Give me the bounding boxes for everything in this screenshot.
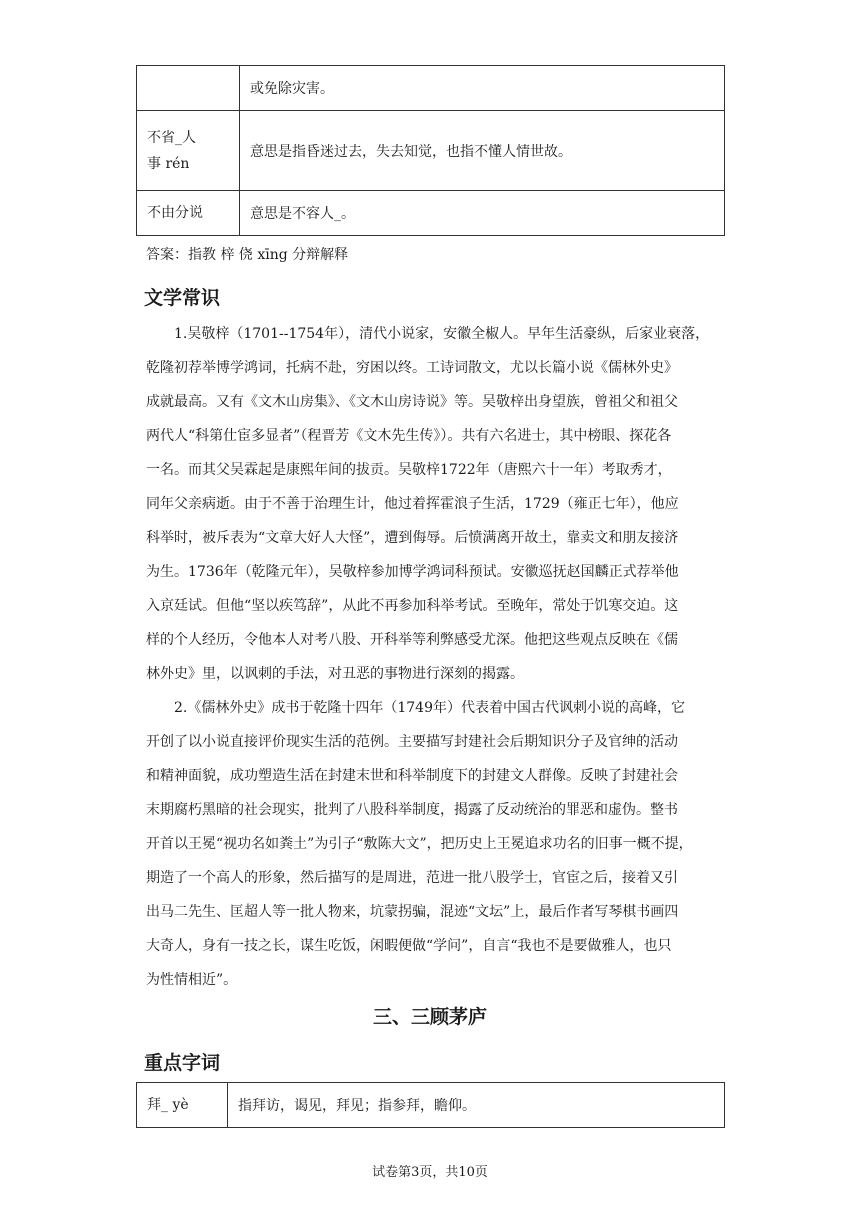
vocab-table-1 bbox=[136, 65, 725, 236]
term-cell bbox=[137, 111, 240, 191]
text-line: 入京廷试。但他“坚以疾笃辞”，从此不再参加科举考试。至晚年，常处于饥寒交迫。这 bbox=[146, 598, 679, 614]
vocab-table-2 bbox=[136, 1082, 725, 1128]
text-line: 科举时，被斥表为“文章大好人大怪”，遭到侮辱。后愤满离开故土，靠卖文和朋友接济 bbox=[146, 530, 679, 546]
text-line: 开首以王冕“视功名如粪土”为引子“敷陈大文”，把历史上王冕追求功名的旧事一概不提， bbox=[146, 836, 693, 852]
term-cell bbox=[137, 66, 240, 111]
table-row bbox=[137, 66, 725, 111]
page-footer: 试卷第3页，共10页 bbox=[372, 1165, 488, 1180]
definition-cell: 意思是不容人_。 bbox=[240, 191, 725, 236]
definition-cell: 或免除灾害。 bbox=[240, 66, 725, 111]
text-line: 开创了以小说直接评价现实生活的范例。主要描写封建社会后期知识分子及官绅的活动 bbox=[146, 734, 678, 750]
text-line: 样的个人经历，令他本人对考八股、开科举等利弊感受尤深。他把这些观点反映在《儒 bbox=[146, 632, 678, 648]
section-title: 三、三顾茅庐 bbox=[372, 1006, 487, 1028]
text-line: 为生。1736年（乾隆元年），吴敬梓参加博学鸿词科预试。安徽巡抚赵国麟正式荐举他 bbox=[146, 564, 679, 580]
term-line: 不省_人 bbox=[147, 129, 196, 146]
key-words-heading: 重点字词 bbox=[144, 1052, 221, 1074]
table-row bbox=[137, 191, 725, 236]
text-line: 林外史》里，以讽刺的手法，对丑恶的事物进行深刻的揭露。 bbox=[146, 666, 524, 682]
term-line: 事 rén bbox=[147, 155, 190, 172]
table-row bbox=[137, 1083, 725, 1128]
text-line: 和精神面貌，成功塑造生活在封建末世和科举制度下的封建文人群像。反映了封建社会 bbox=[146, 768, 678, 784]
text-line: 两代人“科第仕宦多显者”（程晋芳《文木先生传》）。共有六名进士，其中榜眼、探花各 bbox=[146, 428, 672, 444]
text-line: 期造了一个高人的形象，然后描写的是周进，范进一批八股学士，官宦之后，接着又引 bbox=[146, 870, 678, 886]
answer-line: 答案：指教 梓 侥 xīng 分辩解释 bbox=[146, 247, 349, 263]
text-line: 出马二先生、匡超人等一批人物来，坑蒙拐骗，混迹“文坛”上，最后作者写琴棋书画四 bbox=[146, 904, 679, 920]
text-line: 为性情相近”。 bbox=[146, 972, 238, 988]
definition-cell: 指拜访，谒见，拜见；指参拜，瞻仰。 bbox=[228, 1083, 725, 1128]
text-line: 同年父亲病逝。由于不善于治理生计，他过着挥霍浪子生活，1729（雍正七年），他应 bbox=[146, 496, 679, 512]
text-line: 乾隆初荐举博学鸿词，托病不赴，穷困以终。工诗词散文，尤以长篇小说《儒林外史》 bbox=[146, 360, 678, 376]
text-line: 一名。而其父吴霖起是康熙年间的拔贡。吴敬梓1722年（唐熙六十一年）考取秀才， bbox=[146, 462, 672, 478]
term-cell: 不由分说 bbox=[137, 191, 240, 236]
definition-cell: 意思是指昏迷过去，失去知觉，也指不懂人情世故。 bbox=[240, 111, 725, 191]
table-row bbox=[137, 111, 725, 191]
term-cell: 拜_ yè bbox=[137, 1083, 228, 1128]
literature-heading: 文学常识 bbox=[144, 287, 221, 309]
text-line: 2.《儒林外史》成书于乾隆十四年（1749年）代表着中国古代讽刺小说的高峰，它 bbox=[174, 700, 685, 716]
text-line: 1.吴敬梓（1701--1754年），清代小说家，安徽全椒人。早年生活豪纵，后家业衰落， bbox=[174, 326, 710, 342]
text-line: 大奇人，身有一技之长，谋生吃饭，闲暇便做“学问”，自言“我也不是要做雅人，也只 bbox=[146, 938, 672, 954]
text-line: 成就最高。又有《文木山房集》、《文木山房诗说》等。吴敬梓出身望族，曾祖父和祖父 bbox=[146, 394, 678, 410]
text-line: 末期腐朽黑暗的社会现实，批判了八股科举制度，揭露了反动统治的罪恶和虚伪。整书 bbox=[146, 802, 678, 818]
